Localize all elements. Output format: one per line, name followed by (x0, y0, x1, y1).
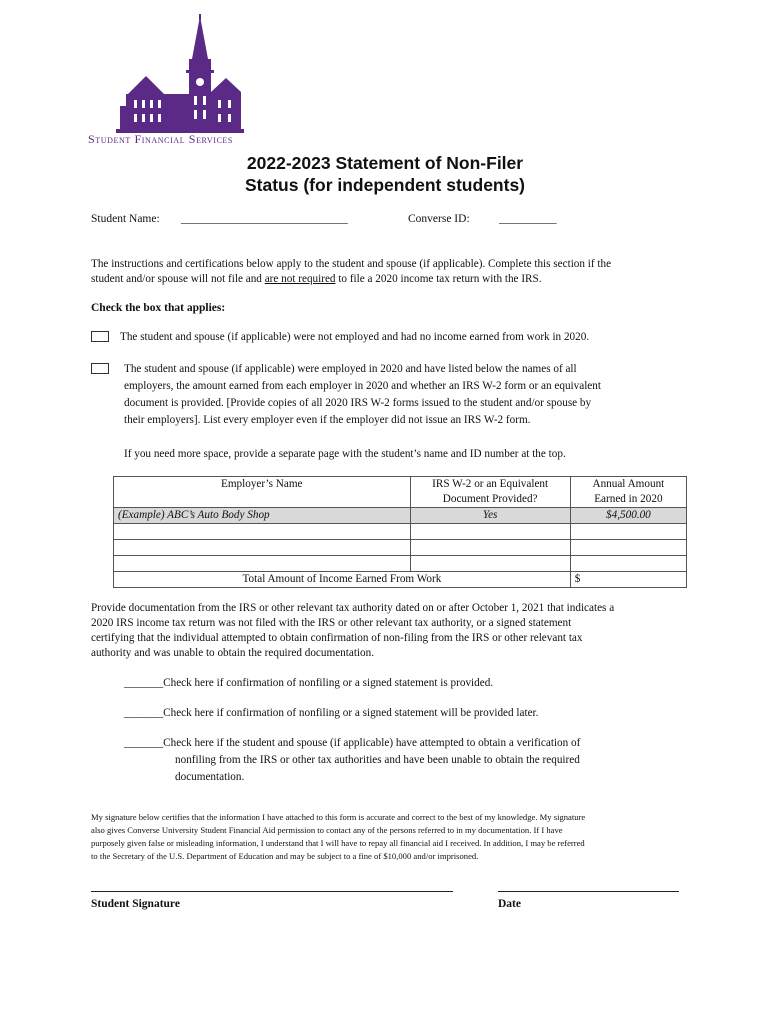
option2-line4: their employers]. List every employer even if the employer did not issue an IRS W-2 form. (124, 414, 531, 426)
header-amount (570, 477, 686, 508)
example-employer: (Example) ABC’s Auto Body Shop (114, 508, 411, 524)
student-signature-line[interactable] (91, 891, 453, 892)
intro-line2 (91, 271, 542, 288)
employer-cell[interactable] (114, 540, 411, 556)
converse-id-label: Converse ID: (408, 213, 470, 225)
w2-cell[interactable] (410, 556, 570, 572)
employer-cell[interactable] (114, 524, 411, 540)
example-w2: Yes (410, 508, 570, 524)
form-title-line2: Status (for independent students) (245, 175, 525, 195)
header-w2-line2: Document Provided? (442, 493, 538, 505)
documentation-line2: 2020 IRS income tax return was not filed with the IRS or other relevant tax authority, or a signed statement (91, 617, 572, 629)
table-row-example (114, 508, 687, 524)
header-employer (114, 477, 411, 508)
student-name-label: Student Name: (91, 213, 160, 225)
table-row (114, 556, 687, 572)
check-provided[interactable]: _______Check here if confirmation of nonfiling or a signed statement is provided. (124, 677, 494, 689)
header-amount-line2: Earned in 2020 (594, 493, 663, 505)
table-total-row (114, 572, 687, 588)
amount-cell[interactable] (570, 540, 686, 556)
check-attempted-line3: documentation. (175, 771, 245, 783)
option2-line3: document is provided. [Provide copies of all 2020 IRS W-2 forms issued to the student and/or spouse by (124, 397, 592, 409)
date-line[interactable] (498, 891, 679, 892)
option2-checkbox[interactable] (91, 363, 109, 374)
option1-text: The student and spouse (if applicable) were not employed and had no income earned from work in 2020. (120, 331, 590, 343)
documentation-line4: authority and was unable to obtain the required documentation. (91, 647, 375, 659)
campus-tower-logo-icon (88, 14, 258, 134)
intro-line1: The instructions and certifications below apply to the student and spouse (if applicable). Complete this section if the (91, 258, 612, 270)
converse-id-field[interactable]: __________ (499, 213, 557, 225)
table-row (114, 524, 687, 540)
check-later[interactable]: _______Check here if confirmation of nonfiling or a signed statement will be provided later. (124, 707, 539, 719)
amount-cell[interactable] (570, 524, 686, 540)
certification-line2: also gives Converse University Student Financial Aid permission to contact any of the persons referred to in my documentation. If I have (91, 825, 563, 835)
header-employer-label: Employer’s Name (221, 478, 303, 490)
employer-cell[interactable] (114, 556, 411, 572)
intro-line2-pre: student and/or spouse will not file and (91, 273, 265, 285)
check-attempted-line2: nonfiling from the IRS or other tax authorities and have been unable to obtain the required (175, 754, 580, 766)
student-name-field[interactable]: _____________________________ (181, 213, 348, 225)
table-row (114, 540, 687, 556)
option1-checkbox[interactable] (91, 331, 109, 342)
header-w2 (410, 477, 570, 508)
table-header-row (114, 477, 687, 508)
header-w2-line1: IRS W-2 or an Equivalent (432, 478, 549, 490)
student-signature-label: Student Signature (91, 898, 180, 910)
intro-line2-post: to file a 2020 income tax return with the IRS. (335, 273, 542, 285)
w2-cell[interactable] (410, 540, 570, 556)
check-attempted-line1[interactable]: _______Check here if the student and spouse (if applicable) have attempted to obtain a verification of (124, 737, 581, 749)
total-label: Total Amount of Income Earned From Work (114, 572, 571, 588)
w2-cell[interactable] (410, 524, 570, 540)
option2-line2: employers, the amount earned from each employer in 2020 and whether an IRS W-2 form or an equivalent (124, 380, 601, 392)
certification-line1: My signature below certifies that the information I have attached to this form is accurate and correct to the best of my knowledge. My signature (91, 812, 586, 822)
date-label: Date (498, 898, 521, 910)
header-amount-line1: Annual Amount (592, 478, 665, 490)
documentation-line3: certifying that the individual attempted to obtain confirmation of non-filing from the IRS or other relevant tax (91, 632, 583, 644)
certification-line4: to the Secretary of the U.S. Department of Education and may be subject to a fine of $10,000 and/or imprisoned. (91, 851, 479, 861)
more-space-note: If you need more space, provide a separate page with the student’s name and ID number at the top. (124, 448, 566, 460)
option2-line1: The student and spouse (if applicable) were employed in 2020 and have listed below the names of all (124, 363, 577, 375)
certification-line3: purposely given false or misleading information, I understand that I will have to repay all financial aid I received. In addition, I may be referred (91, 838, 585, 848)
form-title-line1: 2022-2023 Statement of Non-Filer (246, 153, 524, 173)
employer-table (113, 476, 687, 588)
logo-org-name: Student Financial Services (88, 132, 233, 146)
check-heading: Check the box that applies: (91, 302, 226, 314)
amount-cell[interactable] (570, 556, 686, 572)
documentation-line1: Provide documentation from the IRS or other relevant tax authority dated on or after October 1, 2021 that indicates a (91, 602, 615, 614)
total-value[interactable]: $ (570, 572, 686, 588)
intro-line2-underlined: are not required (264, 273, 336, 285)
example-amount: $4,500.00 (570, 508, 686, 524)
logo (88, 14, 258, 149)
